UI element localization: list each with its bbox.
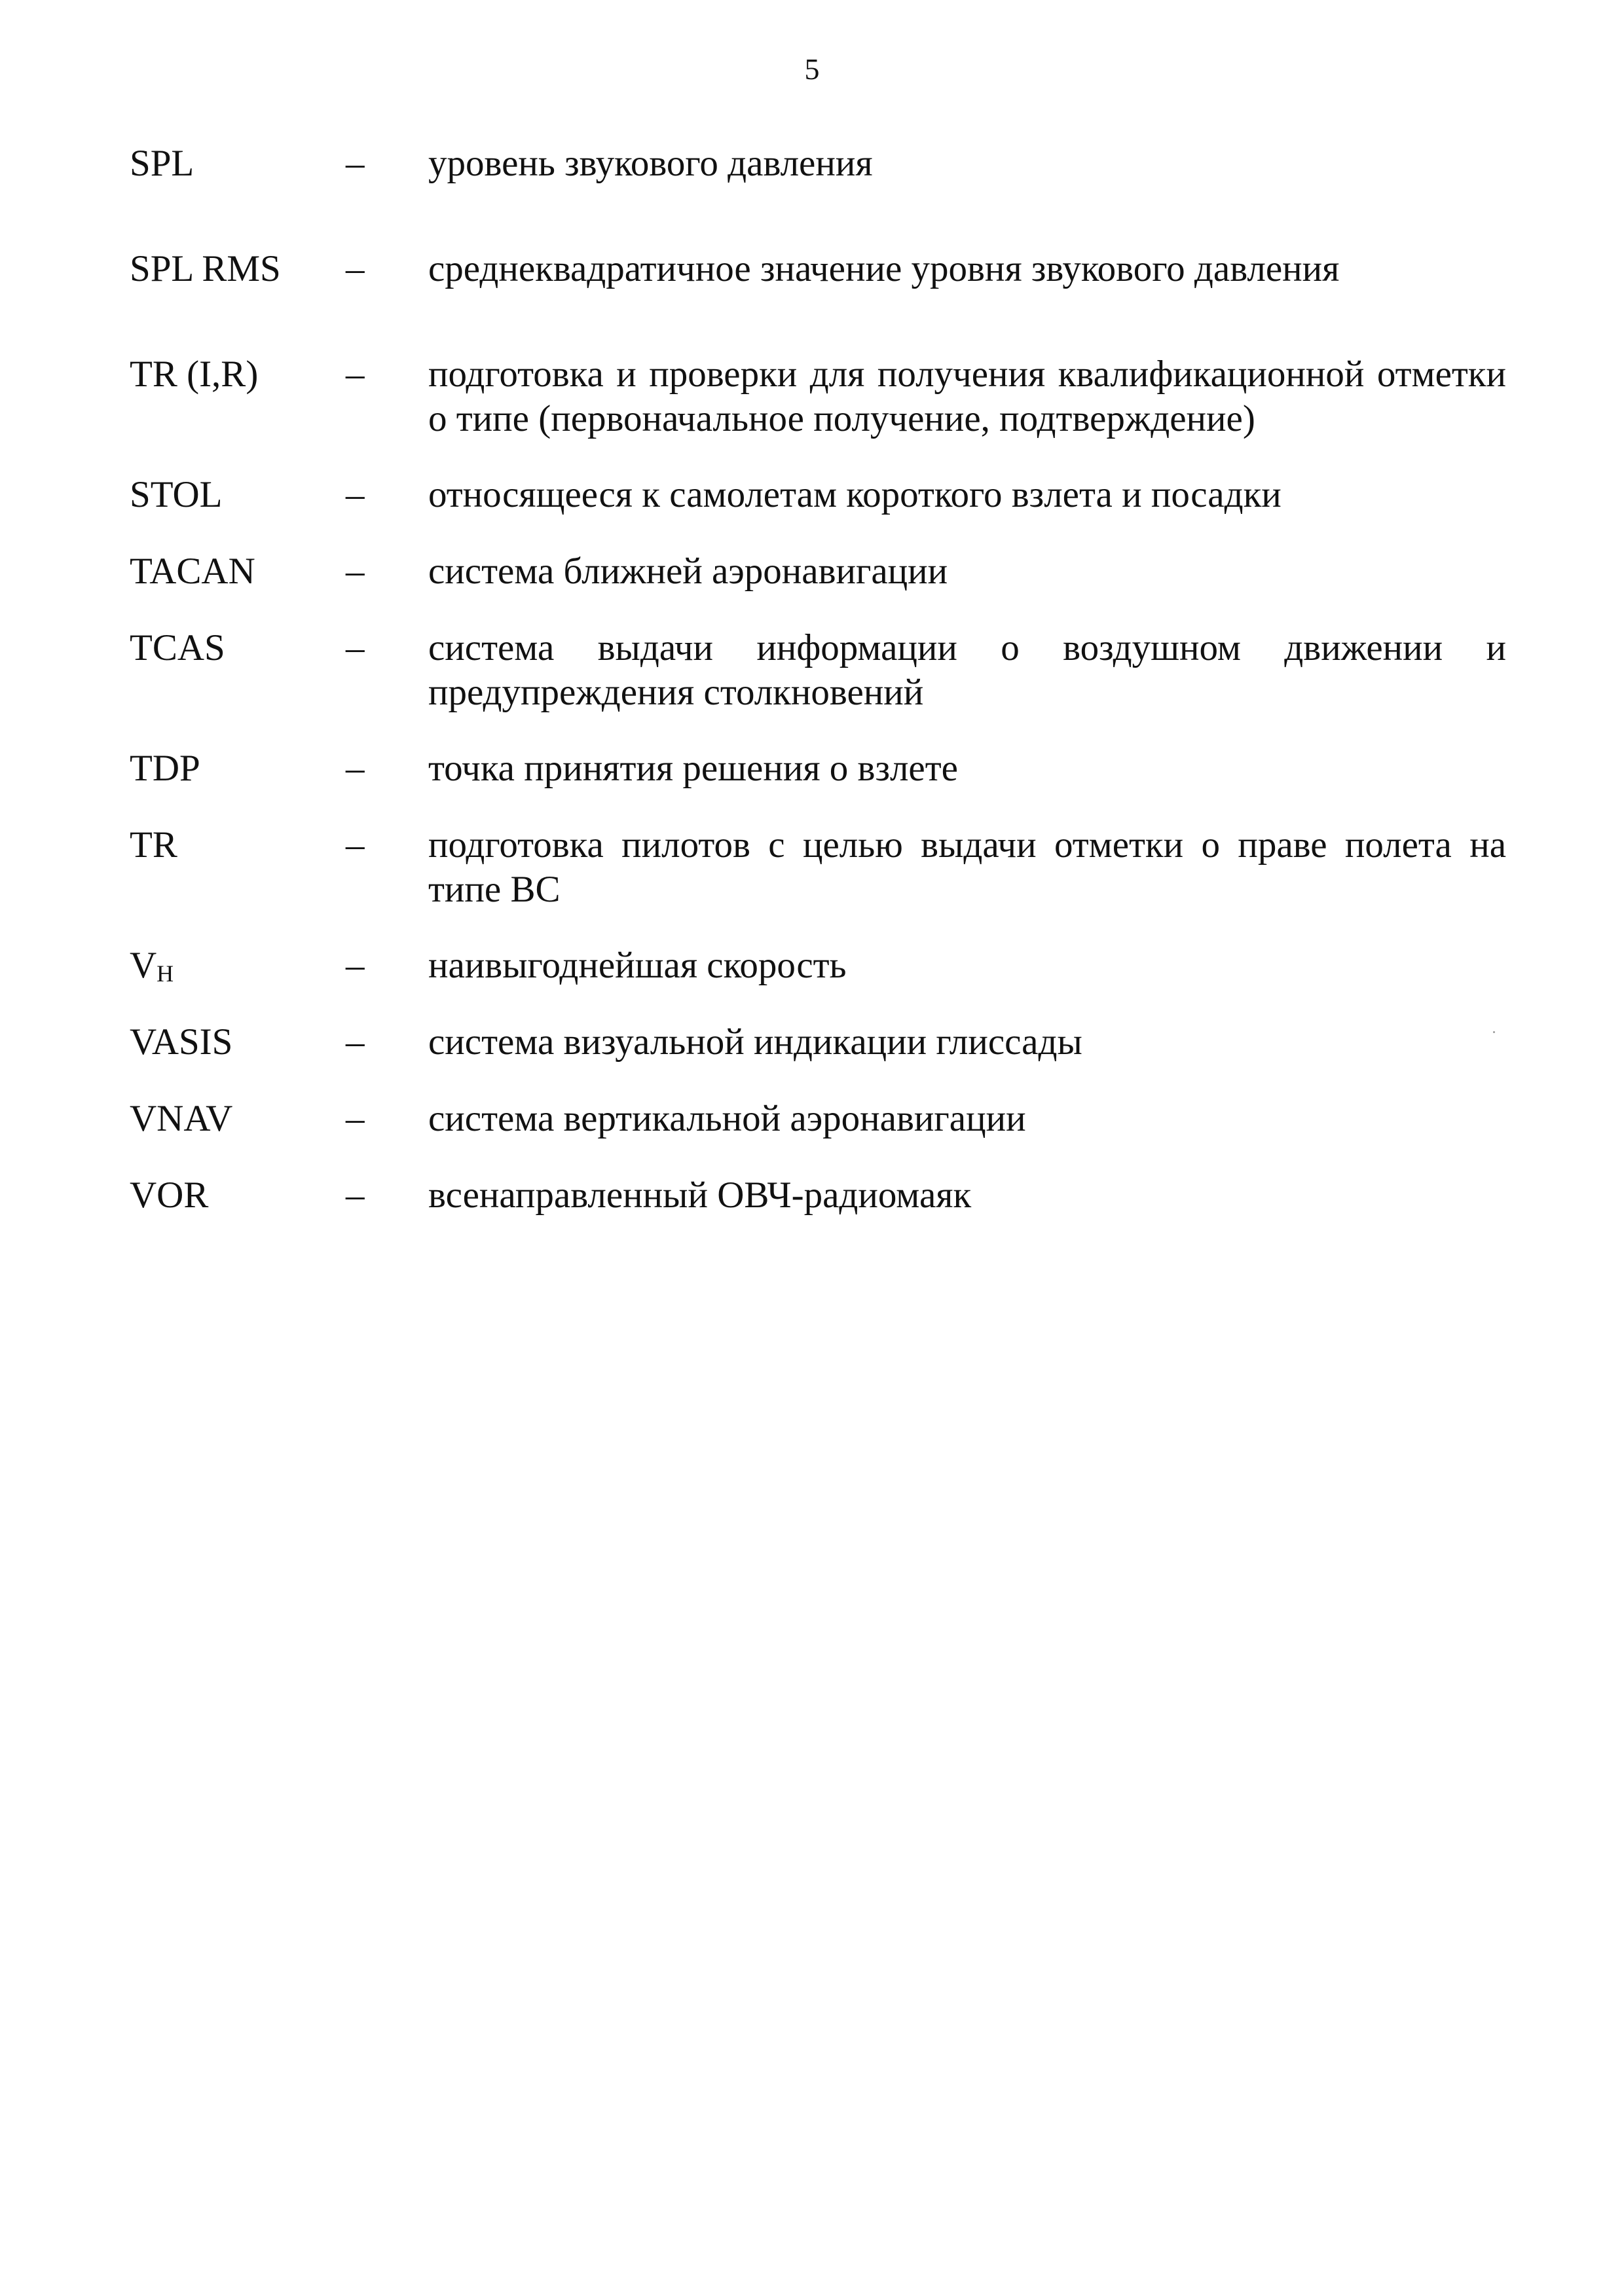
glossary-entry	[130, 626, 1506, 715]
entry-definition: система вертикальной аэронавигации	[428, 1098, 1026, 1139]
entry-dash: –	[346, 551, 365, 592]
entry-abbreviation-base: V	[130, 945, 157, 986]
entry-abbreviation: SPL RMS	[130, 248, 281, 289]
entry-abbreviation: TDP	[130, 748, 200, 789]
glossary-entry	[130, 1173, 1506, 1218]
glossary-entry	[130, 943, 1506, 988]
entry-abbreviation: TR (I,R)	[130, 354, 259, 395]
entry-definition: точка принятия решения о взлете	[428, 748, 958, 789]
entry-dash: –	[346, 627, 365, 668]
glossary-entry	[130, 247, 1506, 291]
entry-definition: среднеквадратичное значение уровня звукового давления	[428, 248, 1340, 289]
entry-definition: всенаправленный ОВЧ-радиомаяк	[428, 1175, 972, 1216]
entry-definition: относящееся к самолетам короткого взлета и посадки	[428, 474, 1282, 515]
entry-dash: –	[346, 1175, 365, 1216]
entry-definition: подготовка пилотов с целью выдачи отметки о праве полета на типе ВС	[428, 824, 1506, 910]
entry-dash: –	[346, 824, 365, 866]
entry-abbreviation: VNAV	[130, 1098, 233, 1139]
entry-abbreviation: VOR	[130, 1175, 209, 1216]
entry-definition: подготовка и проверки для получения квалификационной отметки о типе (первоначальное получение, подтверждение)	[428, 354, 1506, 439]
glossary-entry	[130, 1020, 1506, 1065]
entry-definition: система визуальной индикации глиссады	[428, 1021, 1082, 1063]
entry-abbreviation: TCAS	[130, 627, 225, 668]
glossary-entry	[130, 1097, 1506, 1141]
entry-dash: –	[346, 1021, 365, 1063]
glossary-entry	[130, 473, 1506, 517]
entry-abbreviation: VASIS	[130, 1021, 233, 1063]
entry-abbreviation: SPL	[130, 143, 194, 184]
glossary-entry	[130, 141, 1506, 186]
entry-abbreviation: STOL	[130, 474, 223, 515]
glossary-entry	[130, 746, 1506, 791]
entry-definition: система ближней аэронавигации	[428, 551, 948, 592]
abbreviation-glossary	[130, 141, 1506, 1218]
glossary-entry	[130, 549, 1506, 594]
entry-dash: –	[346, 248, 365, 289]
entry-dash: –	[346, 474, 365, 515]
scan-speck	[1493, 1031, 1495, 1033]
entry-abbreviation: TACAN	[130, 551, 255, 592]
entry-abbreviation: TR	[130, 824, 177, 866]
entry-dash: –	[346, 354, 365, 395]
entry-definition: уровень звукового давления	[428, 143, 873, 184]
entry-dash: –	[346, 945, 365, 986]
glossary-entry	[130, 352, 1506, 441]
entry-definition: наивыгоднейшая скорость	[428, 945, 847, 986]
entry-abbreviation	[130, 943, 174, 988]
entry-dash: –	[346, 748, 365, 789]
glossary-entry	[130, 823, 1506, 912]
entry-dash: –	[346, 1098, 365, 1139]
page-number: 5	[804, 52, 820, 86]
entry-dash: –	[346, 143, 365, 184]
entry-abbreviation-subscript: H	[157, 960, 174, 987]
entry-definition: система выдачи информации о воздушном движении и предупреждения столкновений	[428, 627, 1506, 713]
